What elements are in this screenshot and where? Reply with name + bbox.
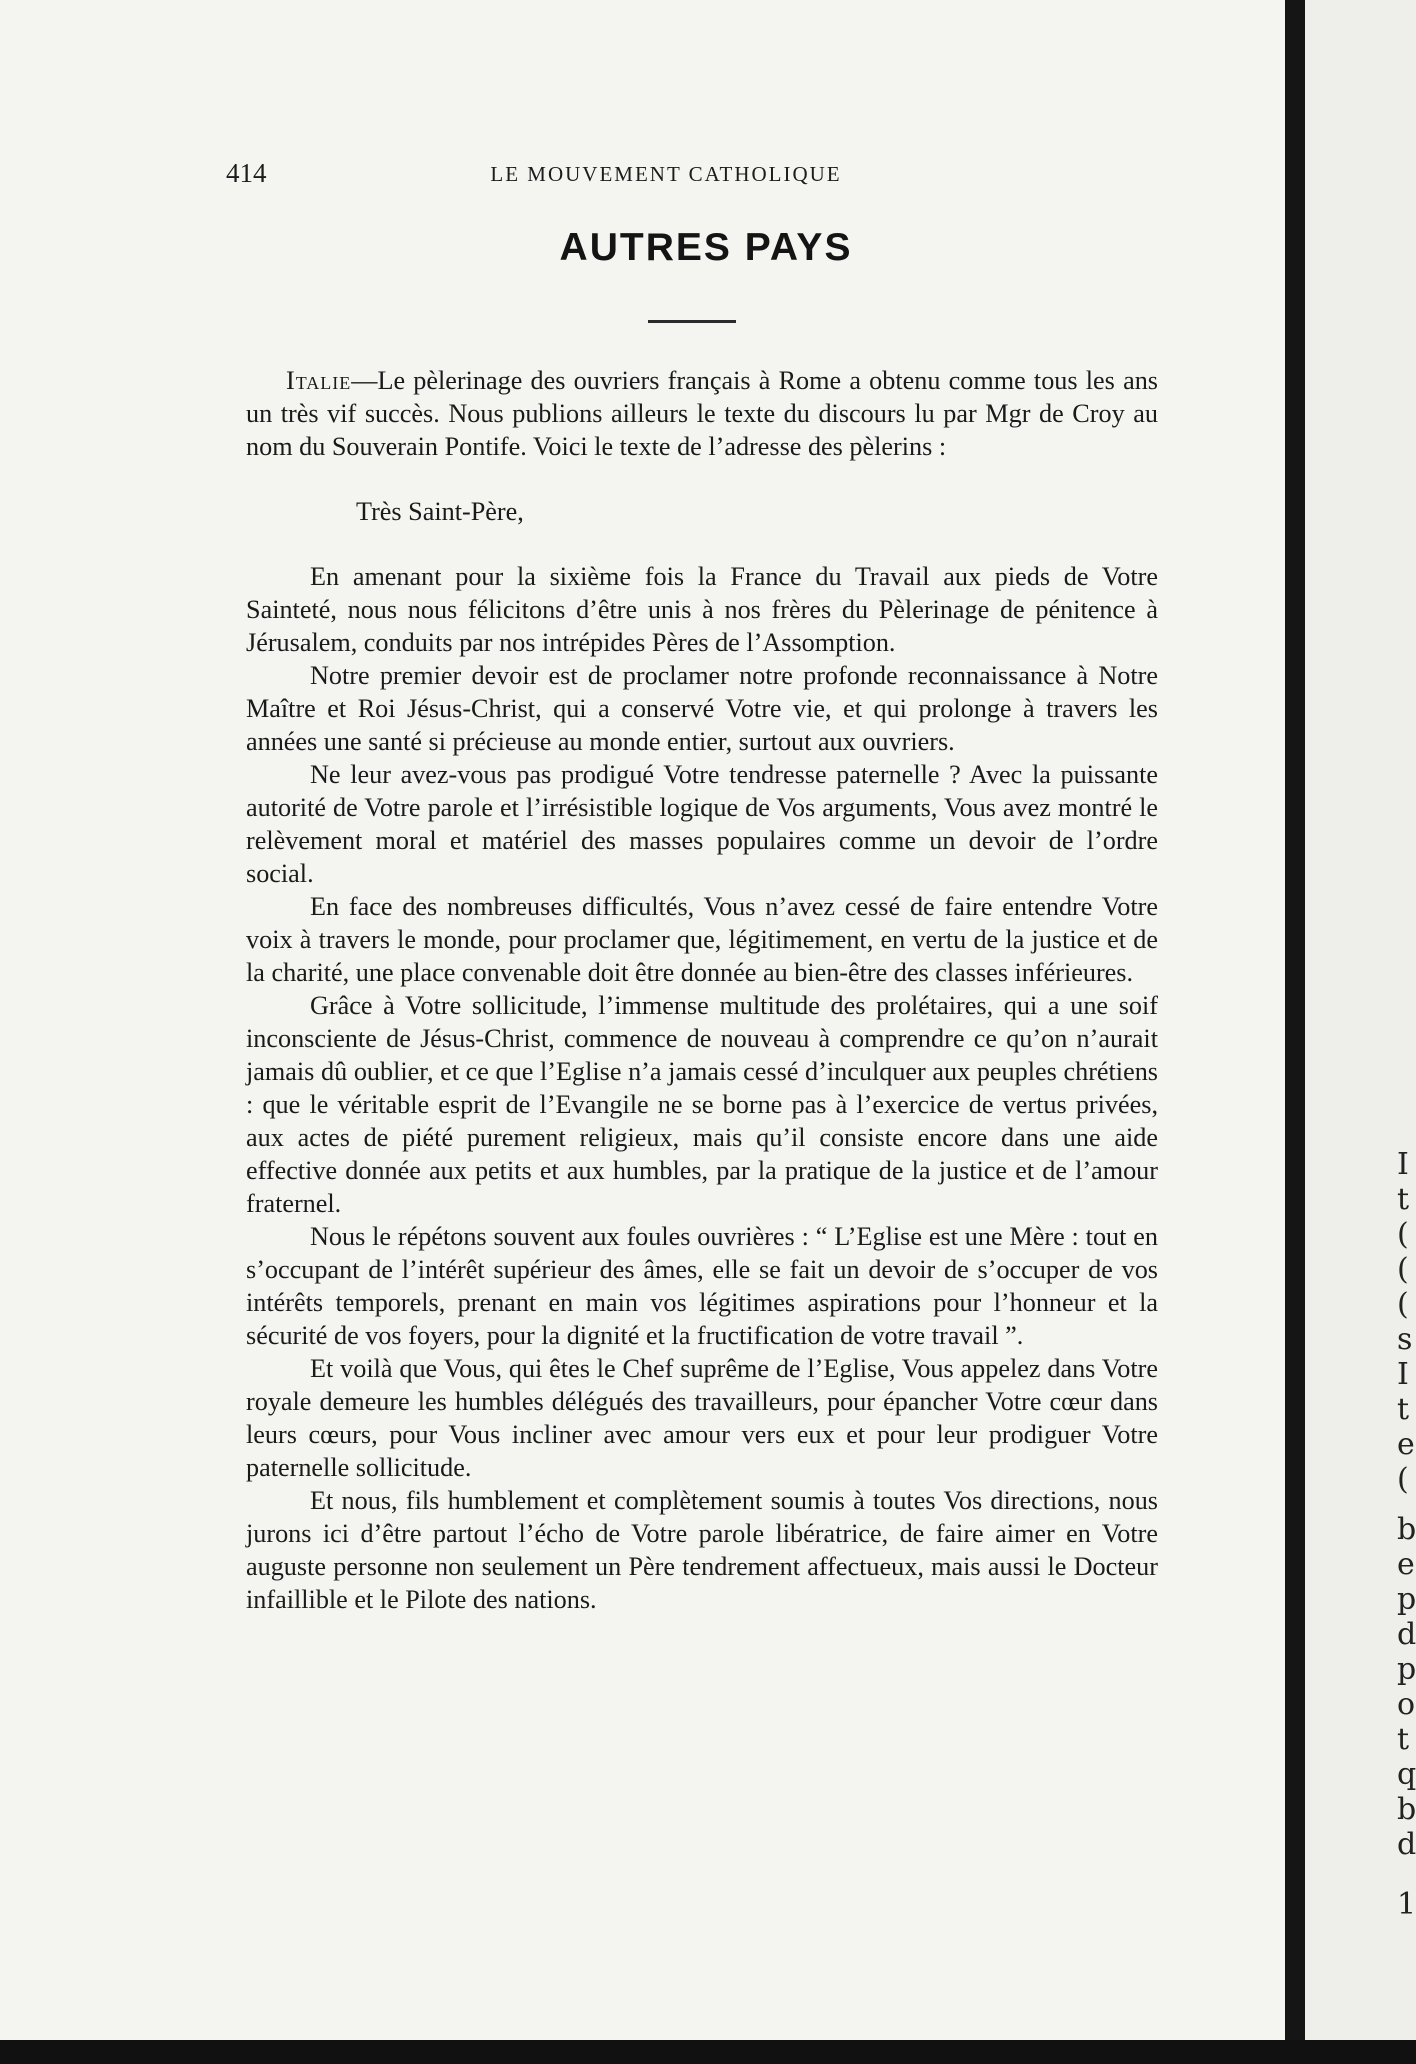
paragraph: Notre premier devoir est de proclamer notre profonde reconnaissance à Notre Maître et Roi Jésus-Christ, qui a conservé Votre vie, et qui prolonge à travers les années une santé si précieuse au monde entier, surtout aux ouvriers.	[246, 661, 1158, 756]
facing-page-fragment: b	[1397, 1792, 1416, 1827]
facing-page-fragment: (	[1397, 1252, 1409, 1287]
page-number: 414	[226, 158, 267, 188]
facing-page-fragment: t	[1397, 1182, 1410, 1217]
facing-page-fragment: p	[1397, 1582, 1416, 1617]
facing-page-fragment: (	[1397, 1217, 1409, 1252]
facing-page-fragment: d	[1397, 1827, 1416, 1862]
facing-page-fragment: I	[1397, 1357, 1409, 1392]
facing-page-fragment: s	[1397, 1322, 1413, 1357]
section-title: AUTRES PAYS	[559, 226, 853, 269]
facing-page-fragment: (	[1397, 1287, 1409, 1322]
lead-paragraph	[246, 364, 1158, 463]
article-body	[246, 364, 1158, 1616]
facing-page-fragment: e	[1397, 1427, 1415, 1462]
facing-page-fragment: I	[1397, 1147, 1409, 1182]
paragraph: Ne leur avez-vous pas prodigué Votre tendresse paternelle ? Avec la puissante autorité de Votre parole et l’irrésistible logique de Vos arguments, Vous avez montré le relèvement moral et matériel des masses populaires comme un devoir de l’ordre social.	[246, 760, 1158, 888]
lead-label: Italie	[286, 366, 352, 395]
book-gutter	[1285, 0, 1305, 2064]
scan-bottom-edge	[0, 2040, 1416, 2064]
paragraph: En face des nombreuses difficultés, Vous n’avez cessé de faire entendre Votre voix à travers le monde, pour proclamer que, légitimement, en vertu de la justice et de la charité, une place convenable doit être donnée au bien-être des classes inférieures.	[246, 892, 1158, 987]
paragraph: Et nous, fils humblement et complètement soumis à toutes Vos directions, nous jurons ici d’être partout l’écho de Votre parole libératrice, de faire aimer en Votre auguste personne non seulement un Père tendrement affectueux, mais aussi le Docteur infaillible et le Pilote des nations.	[246, 1486, 1158, 1614]
facing-page-fragment: (	[1397, 1462, 1409, 1497]
facing-page-fragment: t	[1397, 1392, 1410, 1427]
paragraph: Et voilà que Vous, qui êtes le Chef suprême de l’Eglise, Vous appelez dans Votre royale demeure les humbles délégués des travailleurs, pour épancher Votre cœur dans leurs cœurs, pour Vous incliner avec amour vers eux et pour leur prodiguer Votre paternelle sollicitude.	[246, 1354, 1158, 1482]
lead-text: —Le pèlerinage des ouvriers français à Rome a obtenu comme tous les ans un très vif succès. Nous publions ailleurs le texte du discours lu par Mgr de Croy au nom du Souverain Pontife. Voici le texte de l’adresse des pèlerins :	[246, 366, 1158, 461]
facing-page-fragment: b	[1397, 1512, 1416, 1547]
facing-page-fragment: o	[1397, 1687, 1416, 1722]
title-rule	[648, 320, 736, 323]
paragraph: En amenant pour la sixième fois la France du Travail aux pieds de Votre Sainteté, nous nous félicitons d’être unis à nos frères du Pèlerinage de pénitence à Jérusalem, conduits par nos intrépides Pères de l’Assomption.	[246, 562, 1158, 657]
facing-page-fragment: q	[1397, 1757, 1416, 1792]
paragraph: Nous le répétons souvent aux foules ouvrières : “ L’Eglise est une Mère : tout en s’occupant de l’intérêt supérieur des âmes, elle se fait un devoir de s’occuper de vos intérêts temporels, prenant en main vos légitimes aspirations pour l’honneur et la sécurité de vos foyers, pour la dignité et la fructification de votre travail ”.	[246, 1222, 1158, 1350]
running-title: LE MOUVEMENT CATHOLIQUE	[490, 162, 842, 186]
facing-page-fragment: d	[1397, 1617, 1416, 1652]
facing-page-fragment: t	[1397, 1722, 1410, 1757]
salutation: Très Saint-Père,	[356, 497, 524, 526]
facing-page-fragment: 1	[1397, 1887, 1416, 1922]
facing-page-fragment: p	[1397, 1652, 1416, 1687]
facing-page-fragment: e	[1397, 1547, 1415, 1582]
facing-page-edge	[1305, 0, 1416, 2040]
paragraph: Grâce à Votre sollicitude, l’immense multitude des prolétaires, qui a une soif inconsciente de Jésus-Christ, commence de nouveau à comprendre ce qu’on n’aurait jamais dû oublier, et ce que l’Eglise n’a jamais cessé d’inculquer aux peuples chrétiens : que le véritable esprit de l’Evangile ne se borne pas à l’exercice de vertus privées, aux actes de piété purement religieux, mais qu’il consiste encore dans une aide effective donnée aux petits et aux humbles, par la pratique de la justice et de l’amour fraternel.	[246, 991, 1158, 1218]
